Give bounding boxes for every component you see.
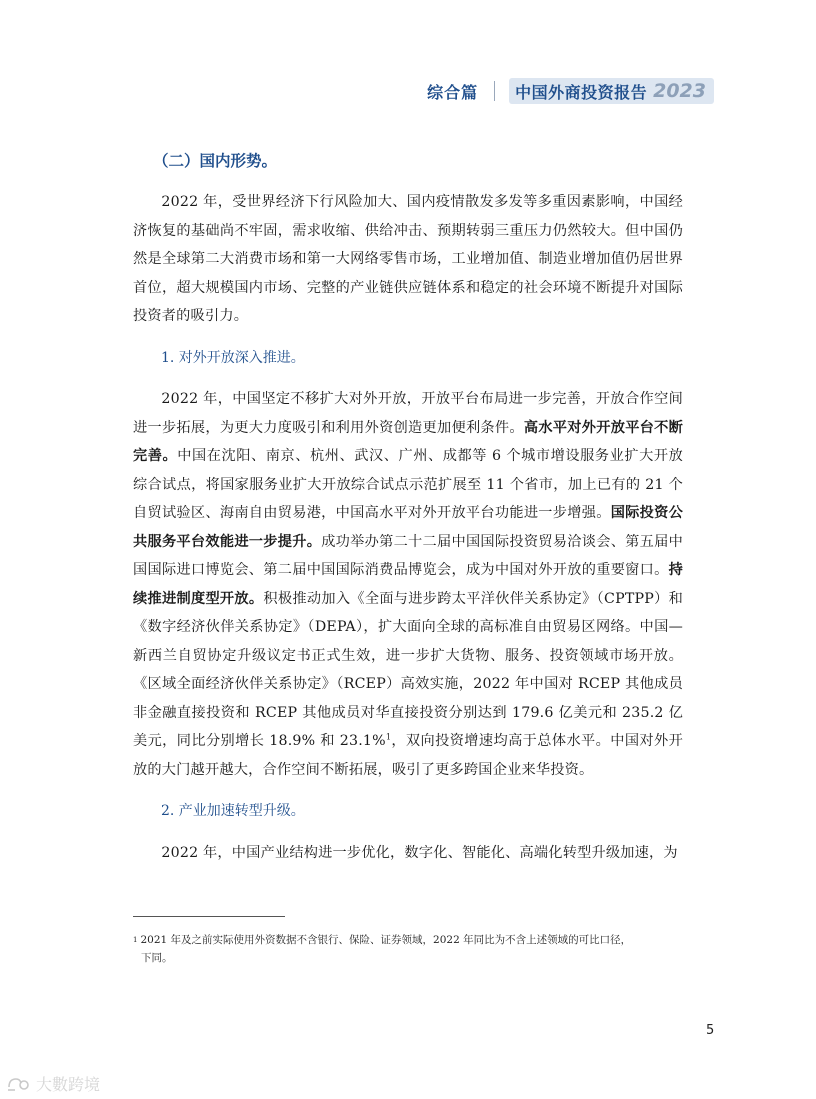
- bold-lead-3: 持续推进制度型开放。: [133, 562, 683, 607]
- subsection-2-paragraph: 2022 年，中国产业结构进一步优化，数字化、智能化、高端化转型升级加速，为: [161, 844, 678, 861]
- header-divider: [494, 81, 495, 101]
- bold-lead-1: 高水平对外开放平台不断完善。: [133, 419, 684, 464]
- logo-icon: [6, 1075, 32, 1093]
- footnote-ref[interactable]: 1: [385, 732, 392, 742]
- paragraph-text: 中国在沈阳、南京、杭州、武汉、广州、成都等 6 个城市增设服务业扩大开放综合试点，将国家服务业扩大开放综合试点示范扩展至 11 个省市，加上已有的 21 个自贸试验区、海南自由贸易港，中国高水平对外开放平台功能进一步增强。: [133, 448, 683, 521]
- header-report-year: 2023: [653, 80, 706, 102]
- bold-lead-2: 国际投资公共服务平台效能进一步提升。: [133, 505, 683, 550]
- watermark: [6, 1072, 100, 1095]
- header-report-title: 中国外商投资报告: [515, 82, 648, 102]
- paragraph-text: 成功举办第二十二届中国国际投资贸易洽谈会、第五届中国国际进口博览会、第二届中国国际消费品博览会，成为中国对外开放的重要窗口。: [133, 533, 683, 578]
- main-content: [133, 146, 683, 867]
- paragraph-text: 2022 年，中国坚定不移扩大对外开放，开放平台布局进一步完善，开放合作空间进一步拓展，为更大力度吸引和利用外资创造更加便利条件。: [133, 391, 683, 436]
- page-number: 5: [706, 1023, 715, 1038]
- intro-paragraph: 2022 年，受世界经济下行风险加大、国内疫情散发多发等多重因素影响，中国经济恢复的基础尚不牢固，需求收缩、供给冲击、预期转弱三重压力仍然较大。但中国仍然是全球第二大消费市场和第一大网络零售市场，工业增加值、制造业增加值仍居世界首位，超大规模国内市场、完整的产业链供应链体系和稳定的社会环境不断提升对国际投资者的吸引力。: [133, 194, 683, 324]
- subsection-heading-2: 2. 产业加速转型升级。: [161, 803, 305, 819]
- footnote-line: [133, 931, 693, 949]
- watermark-text: 大數跨境: [36, 1075, 101, 1094]
- footnote-rule: [133, 916, 285, 917]
- section-heading: （二）国内形势。: [153, 152, 278, 170]
- paragraph-text: ，双向投资增速均高于总体水平。中国对外开放的大门越开越大，合作空间不断拓展，吸引了更多跨国企业来华投资。: [133, 733, 683, 778]
- footnote: [133, 931, 693, 967]
- subsection-heading-1: 1. 对外开放深入推进。: [161, 349, 305, 366]
- footnote-mark: 1: [133, 936, 138, 944]
- footnote-line: 下同。: [141, 952, 173, 964]
- page-header: [427, 78, 714, 104]
- paragraph-text: 积极推动加入《全面与进步跨太平洋伙伴关系协定》（CPTPP）和《数字经济伙伴关系协定》（DEPA），扩大面向全球的高标准自由贸易区网络。中国—新西兰自贸协定升级议定书正式生效，进一步扩大货物、服务、投资领域市场开放。《区域全面经济伙伴关系协定》（RCEP）高效实施，2022 年中国对 RCEP 其他成员非金融直接投资和 RCEP 其他成员对华直接投资分别达到 179.6 亿美元和 235.2 亿美元，同比分别增长 18.9% 和 23.1%: [133, 590, 683, 749]
- header-report-badge: [509, 78, 714, 104]
- footnote-text: 2021 年及之前实际使用外资数据不含银行、保险、证券领域，2022 年同比为不含上述领域的可比口径，: [140, 934, 632, 946]
- subsection-1-paragraph: [133, 385, 683, 784]
- header-section-label: 综合篇: [427, 82, 479, 102]
